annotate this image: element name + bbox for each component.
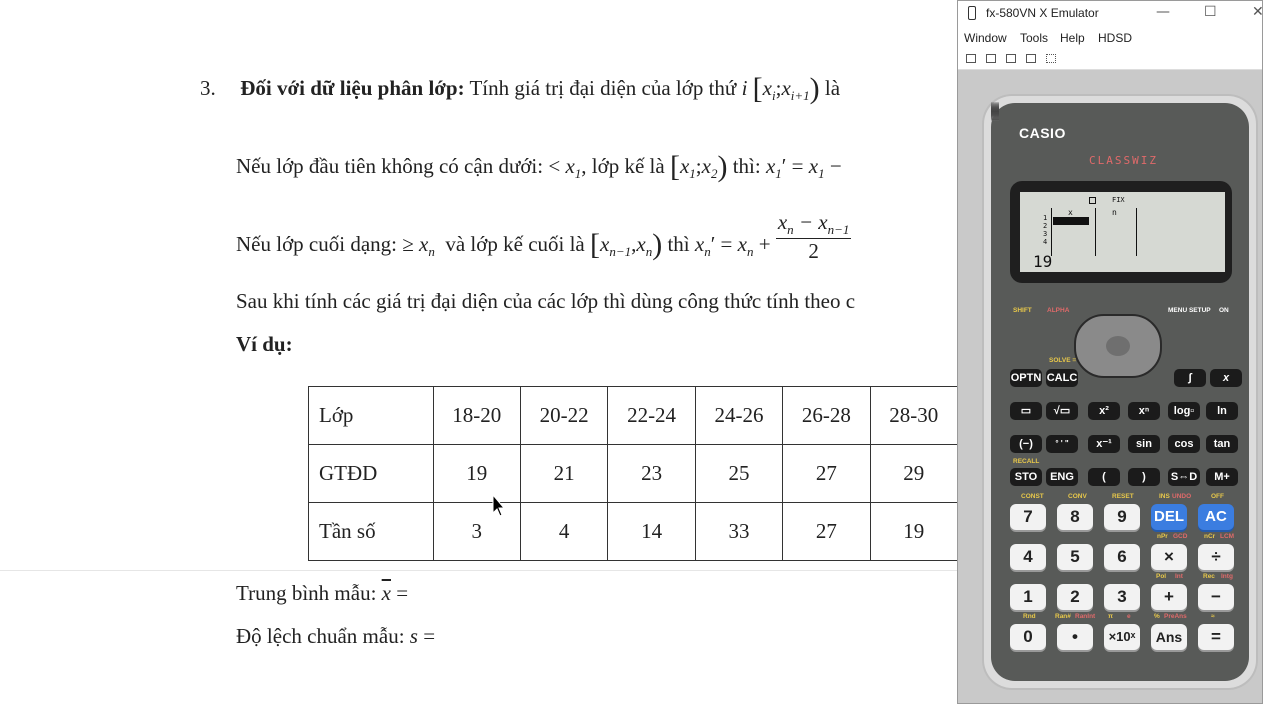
brand-logo: CASIO bbox=[1019, 125, 1066, 141]
shift-label: SHIFT bbox=[1013, 307, 1032, 314]
table-cell: 21 bbox=[520, 445, 607, 503]
row-number: 3 bbox=[1043, 230, 1048, 238]
row-number: 2 bbox=[1043, 222, 1048, 230]
table-cell: 33 bbox=[695, 503, 782, 561]
first-class-text: Nếu lớp đầu tiên không có cận dưới: bbox=[236, 154, 544, 178]
conv-label: CONV bbox=[1068, 493, 1087, 500]
e-label: e bbox=[1127, 613, 1131, 620]
table-cell: 27 bbox=[783, 445, 870, 503]
column-x-header: x bbox=[1068, 208, 1073, 217]
key-8[interactable]: 8 bbox=[1057, 504, 1093, 530]
table-divider bbox=[1136, 208, 1137, 256]
screen-bezel bbox=[1010, 181, 1232, 283]
table-cell: 22-24 bbox=[608, 387, 695, 445]
class-table bbox=[308, 386, 958, 561]
calculator-app-icon bbox=[968, 6, 976, 20]
sample-mean-label: Trung bình mẫu: bbox=[236, 581, 377, 605]
int-label: Int bbox=[1175, 573, 1183, 580]
menu-help[interactable]: Help bbox=[1060, 31, 1085, 45]
key-4[interactable]: 4 bbox=[1010, 544, 1046, 570]
minimize-button[interactable]: — bbox=[1156, 4, 1170, 20]
table-cell: 27 bbox=[783, 503, 870, 561]
exp10-key[interactable]: ×10ˣ bbox=[1104, 624, 1140, 650]
fraction-denominator: 2 bbox=[808, 239, 819, 264]
sample-mean-line: Trung bình mẫu: $\overline{x}$ = bbox=[236, 581, 409, 605]
calculator-display bbox=[1020, 192, 1225, 272]
toolbar-camera-icon[interactable] bbox=[1026, 54, 1036, 63]
row-number: 4 bbox=[1043, 238, 1048, 246]
table-row-representatives bbox=[309, 445, 958, 503]
pi-label: π bbox=[1108, 613, 1113, 620]
table-cell: 14 bbox=[608, 503, 695, 561]
first-class-then: thì: bbox=[732, 154, 761, 178]
integral-key[interactable]: ∫ bbox=[1174, 369, 1206, 387]
status-indicator-icon bbox=[1089, 197, 1096, 204]
off-label: OFF bbox=[1211, 493, 1224, 500]
ranint-label: RanInt bbox=[1075, 613, 1096, 620]
close-paren-key[interactable]: ) bbox=[1128, 468, 1160, 486]
window-title: fx-580VN X Emulator bbox=[986, 6, 1099, 20]
ran-label: Ran# bbox=[1055, 613, 1071, 620]
multiply-key[interactable]: × bbox=[1151, 544, 1187, 570]
last-class-line: Nếu lớp cuối dạng: ≥ $x_n$ và lớp kế cuối là $[x_{n-1},x_n)$ thì $x_n' = x_n$ + $\frac{x_n - x_{n-1}}{2}$ bbox=[236, 210, 850, 264]
on-key[interactable] bbox=[997, 102, 999, 121]
key-3[interactable]: 3 bbox=[1104, 584, 1140, 610]
calculator-body bbox=[984, 96, 1256, 688]
close-button[interactable]: ✕ bbox=[1252, 4, 1264, 20]
model-name: CLASSWIZ bbox=[1089, 154, 1158, 167]
row-header: Lớp bbox=[309, 387, 434, 445]
m-plus-key[interactable]: M+ bbox=[1206, 468, 1238, 486]
ins-label: INS bbox=[1159, 493, 1170, 500]
item-number: 3. bbox=[200, 76, 216, 100]
preans-label: PreAns bbox=[1164, 613, 1187, 620]
table-cell: 19 bbox=[433, 445, 520, 503]
s-d-key[interactable]: S⇔D bbox=[1168, 468, 1200, 486]
toolbar-keypad-icon[interactable] bbox=[1046, 54, 1056, 63]
toolbar-capture-icon[interactable] bbox=[1006, 54, 1016, 63]
sto-key[interactable]: STO bbox=[1010, 468, 1042, 486]
interval-formula: $[x_i;x_{i+1})$ bbox=[752, 72, 820, 105]
intg-label: Intg bbox=[1221, 573, 1233, 580]
divide-key[interactable]: ÷ bbox=[1198, 544, 1234, 570]
table-divider bbox=[1095, 208, 1096, 256]
table-row-frequencies bbox=[309, 503, 958, 561]
degree-key[interactable]: ° ' " bbox=[1046, 435, 1078, 453]
column-n-header: n bbox=[1112, 208, 1117, 217]
maximize-button[interactable]: ☐ bbox=[1204, 4, 1217, 20]
negative-key[interactable]: (−) bbox=[1010, 435, 1042, 453]
last-class-mid: và lớp kế cuối là bbox=[445, 232, 585, 256]
toolbar-window-icon[interactable] bbox=[986, 54, 996, 63]
sample-std-label: Độ lệch chuẩn mẫu: bbox=[236, 624, 405, 648]
square-key[interactable]: x² bbox=[1088, 402, 1120, 420]
plus-key[interactable]: + bbox=[1151, 584, 1187, 610]
first-class-line: Nếu lớp đầu tiên không có cận dưới: < $x_1$, lớp kế là $[x_1;x_2)$ thì: $x_1' = x_1$ − bbox=[236, 150, 842, 183]
table-cell: 26-28 bbox=[783, 387, 870, 445]
sample-std-line: Độ lệch chuẩn mẫu: s = bbox=[236, 624, 436, 648]
last-class-then: thì bbox=[667, 232, 690, 256]
log-key[interactable]: log▫ bbox=[1168, 402, 1200, 420]
replay-dpad[interactable] bbox=[1074, 314, 1162, 378]
key-2[interactable]: 2 bbox=[1057, 584, 1093, 610]
table-cell: 19 bbox=[870, 503, 957, 561]
summary-line: Sau khi tính các giá trị đại diện của các lớp thì dùng công thức tính theo c bbox=[236, 289, 856, 313]
variable-x-key[interactable]: x bbox=[1210, 369, 1242, 387]
item-var: i bbox=[741, 76, 748, 100]
row-header: GTĐD bbox=[309, 445, 434, 503]
display-readout: 19 bbox=[1033, 252, 1053, 271]
approx-label: ≈ bbox=[1211, 613, 1215, 620]
key-9[interactable]: 9 bbox=[1104, 504, 1140, 530]
ac-key[interactable]: AC bbox=[1198, 504, 1234, 530]
table-cell: 25 bbox=[695, 445, 782, 503]
table-cell: 23 bbox=[608, 445, 695, 503]
cos-key[interactable]: cos bbox=[1168, 435, 1200, 453]
menu-bar bbox=[958, 27, 1262, 49]
row-number: 1 bbox=[1043, 214, 1048, 222]
table-cell: 4 bbox=[520, 503, 607, 561]
table-cell: 3 bbox=[433, 503, 520, 561]
recall-label: RECALL bbox=[1013, 458, 1040, 465]
eng-key[interactable]: ENG bbox=[1046, 468, 1078, 486]
decimal-key[interactable]: • bbox=[1057, 624, 1093, 650]
key-1[interactable]: 1 bbox=[1010, 584, 1046, 610]
ans-key[interactable]: Ans bbox=[1151, 624, 1187, 650]
open-paren-key[interactable]: ( bbox=[1088, 468, 1120, 486]
solve-label: SOLVE = bbox=[1049, 357, 1077, 364]
pol-label: Pol bbox=[1156, 573, 1167, 580]
ln-key[interactable]: ln bbox=[1206, 402, 1238, 420]
reciprocal-key[interactable]: x⁻¹ bbox=[1088, 435, 1120, 453]
table-cell: 28-30 bbox=[870, 387, 957, 445]
item-3-line bbox=[200, 72, 840, 106]
emulator-window[interactable] bbox=[957, 0, 1263, 704]
row-numbers bbox=[1043, 214, 1047, 246]
sqrt-key[interactable]: √▭ bbox=[1046, 402, 1078, 420]
table-cell: 20-22 bbox=[520, 387, 607, 445]
table-cell: 29 bbox=[870, 445, 957, 503]
table-divider bbox=[1051, 208, 1052, 256]
power-key[interactable]: xⁿ bbox=[1128, 402, 1160, 420]
gcd-label: GCD bbox=[1173, 533, 1188, 540]
first-class-mid: , lớp kế là bbox=[581, 154, 665, 178]
on-label: ON bbox=[1219, 307, 1229, 314]
toolbar bbox=[958, 49, 1262, 70]
row-header: Tần số bbox=[309, 503, 434, 561]
item-heading: Đối với dữ liệu phân lớp: bbox=[240, 76, 465, 100]
key-6[interactable]: 6 bbox=[1104, 544, 1140, 570]
key-5[interactable]: 5 bbox=[1057, 544, 1093, 570]
table-row-classes bbox=[309, 387, 958, 445]
window-titlebar[interactable] bbox=[958, 1, 1262, 27]
reset-label: RESET bbox=[1112, 493, 1134, 500]
page-divider bbox=[0, 570, 958, 571]
item-text: Tính giá trị đại diện của lớp thứ bbox=[469, 76, 737, 100]
npr-label: nPr bbox=[1157, 533, 1168, 540]
undo-label: UNDO bbox=[1172, 493, 1192, 500]
menu-window[interactable]: Window bbox=[964, 31, 1007, 45]
dpad-center bbox=[1106, 336, 1130, 356]
alpha-label: ALPHA bbox=[1047, 307, 1070, 314]
fix-indicator: FIX bbox=[1112, 196, 1125, 204]
del-key[interactable]: DEL bbox=[1151, 504, 1187, 530]
sin-key[interactable]: sin bbox=[1128, 435, 1160, 453]
item-tail: là bbox=[824, 76, 841, 100]
ncr-label: nCr bbox=[1204, 533, 1216, 540]
const-label: CONST bbox=[1021, 493, 1044, 500]
table-cell: 24-26 bbox=[695, 387, 782, 445]
calculator-face bbox=[991, 103, 1249, 681]
table-cell: 18-20 bbox=[433, 387, 520, 445]
key-0[interactable]: 0 bbox=[1010, 624, 1046, 650]
toolbar-fit-icon[interactable] bbox=[966, 54, 976, 63]
equals-key[interactable]: = bbox=[1198, 624, 1234, 650]
menu-hdsd[interactable]: HDSD bbox=[1098, 31, 1133, 45]
cell-highlight bbox=[1053, 217, 1089, 225]
mouse-cursor-icon bbox=[492, 494, 506, 518]
menu-tools[interactable]: Tools bbox=[1020, 31, 1049, 45]
fraction-key[interactable]: ▭ bbox=[1010, 402, 1042, 420]
key-7[interactable]: 7 bbox=[1010, 504, 1046, 530]
calc-key[interactable]: CALC bbox=[1046, 369, 1078, 387]
rec-label: Rec bbox=[1203, 573, 1215, 580]
example-label: Ví dụ: bbox=[236, 332, 293, 356]
lcm-label: LCM bbox=[1220, 533, 1235, 540]
optn-key[interactable]: OPTN bbox=[1010, 369, 1042, 387]
tan-key[interactable]: tan bbox=[1206, 435, 1238, 453]
menu-setup-label: MENU SETUP bbox=[1168, 307, 1211, 314]
minus-key[interactable]: − bbox=[1198, 584, 1234, 610]
last-class-text: Nếu lớp cuối dạng: bbox=[236, 232, 397, 256]
percent-label: % bbox=[1154, 613, 1160, 620]
rnd-label: Rnd bbox=[1023, 613, 1036, 620]
